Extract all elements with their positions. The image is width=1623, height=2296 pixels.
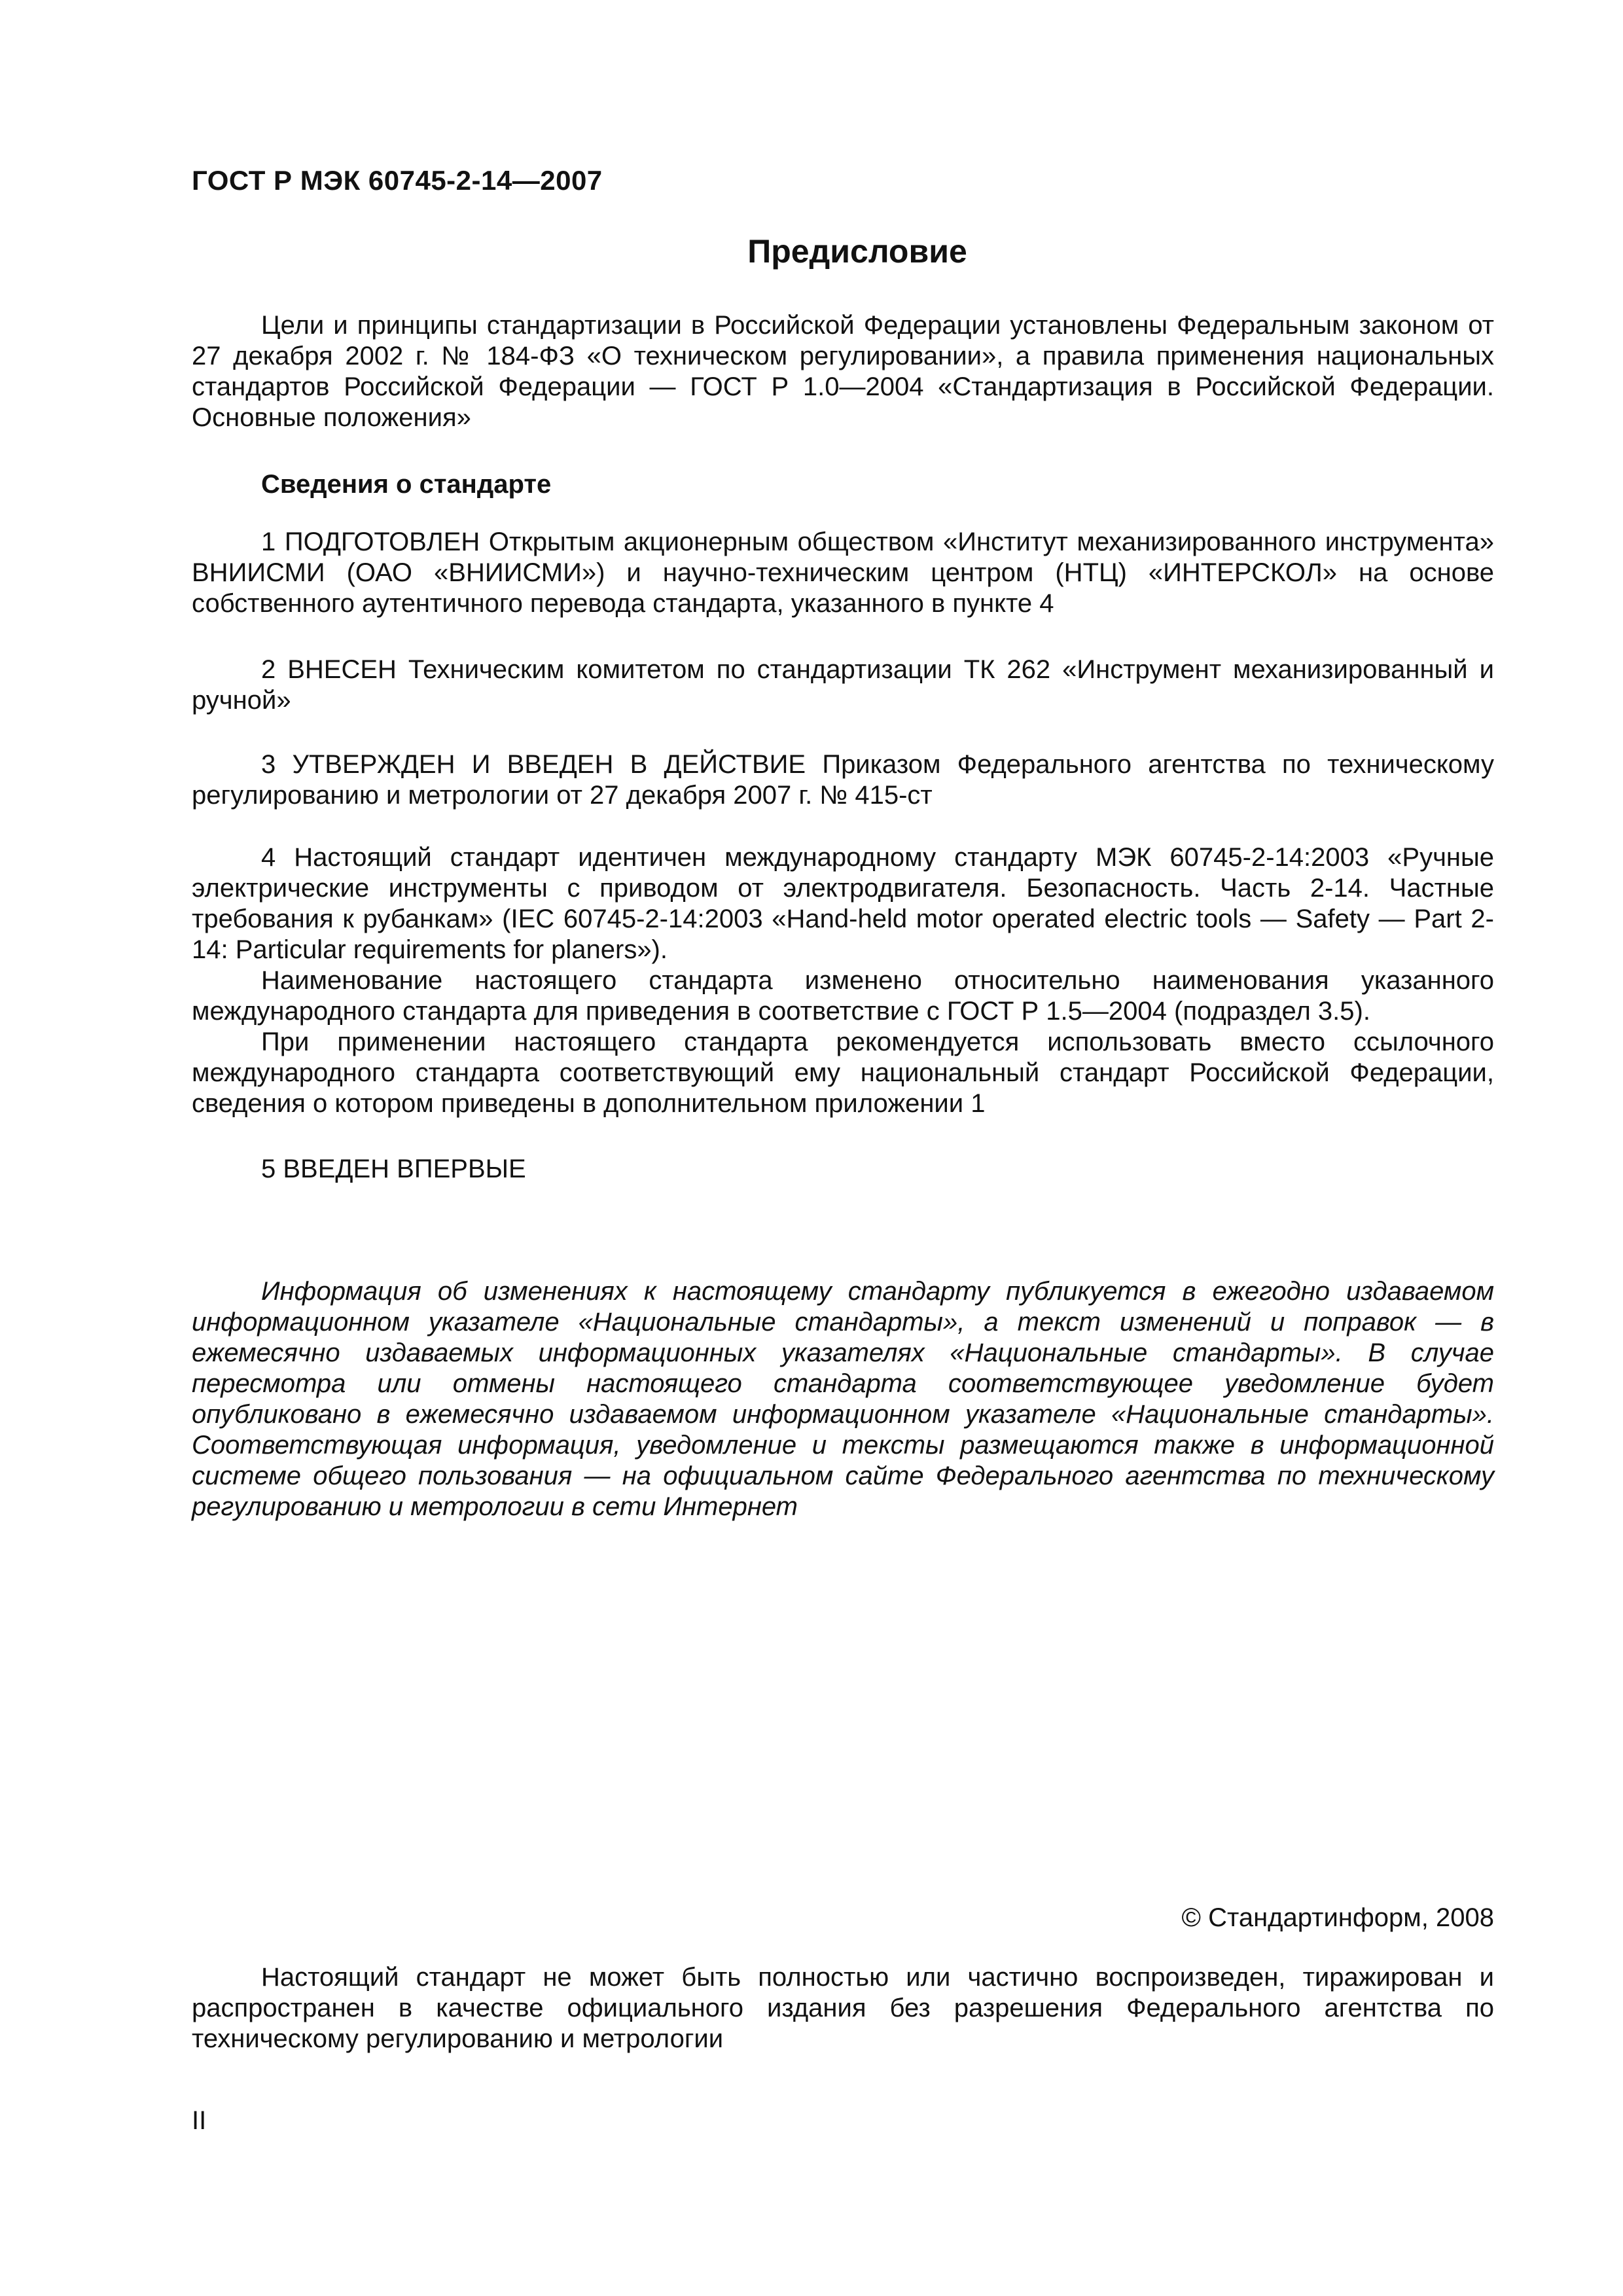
- item-5-paragraph: 5 ВВЕДЕН ВПЕРВЫЕ: [261, 1155, 526, 1183]
- info-block: [192, 1276, 1494, 1522]
- item-4-block: [192, 842, 1494, 1119]
- item-4-paragraph-3: При применении настоящего стандарта рекомендуется использовать вместо ссылочного международного стандарта соответствующий ему национальный стандарт Российской Федерации, сведения о котором приведены в дополнительном приложении 1: [192, 1028, 1494, 1118]
- notice-block: [192, 1962, 1494, 2054]
- item-2-paragraph: 2 ВНЕСЕН Техническим комитетом по стандартизации ТК 262 «Инструмент механизированный и ручной»: [192, 655, 1494, 715]
- notice-paragraph: Настоящий стандарт не может быть полностью или частично воспроизведен, тиражирован и распространен в качестве официального издания без разрешения Федерального агентства по техническому регулированию и метрологии: [192, 1963, 1494, 2053]
- item-2-block: [192, 655, 1494, 716]
- item-3-paragraph: 3 УТВЕРЖДЕН И ВВЕДЕН В ДЕЙСТВИЕ Приказом Федерального агентства по техническому регулированию и метрологии от 27 декабря 2007 г. № 415-ст: [192, 750, 1494, 810]
- intro-paragraph: Цели и принципы стандартизации в Российской Федерации установлены Федеральным законом от 27 декабря 2002 г. № 184-ФЗ «О техническом регулировании», а правила применения национальных стандартов Российской Федерации — ГОСТ Р 1.0—2004 «Стандартизация в Российской Федерации. Основные положения»: [192, 311, 1494, 432]
- section-heading: Сведения о стандарте: [261, 470, 552, 499]
- item-4-paragraph-1: 4 Настоящий стандарт идентичен международному стандарту МЭК 60745-2-14:2003 «Ручные электрические инструменты с приводом от электродвигателя. Безопасность. Часть 2-14. Частные требования к рубанкам» (IEC 60745-2-14:2003 «Hand-held motor operated electric tools — Safety — Part 2-14: Particular requirements for planers»).: [192, 843, 1494, 964]
- copyright-line: © Стандартинформ, 2008: [1181, 1903, 1494, 1932]
- intro-block: [192, 310, 1494, 433]
- page-number: II: [192, 2106, 207, 2135]
- item-5-block: [192, 1154, 1494, 1185]
- item-1-block: [192, 527, 1494, 619]
- info-paragraph: Информация об изменениях к настоящему стандарту публикуется в ежегодно издаваемом информационном указателе «Национальные стандарты», а текст изменений и поправок — в ежемесячно издаваемых информационных указателях «Национальные стандарты». В случае пересмотра или отмены настоящего стандарта соответствующее уведомление будет опубликовано в ежемесячно издаваемом информационном указателе «Национальные стандарты». Соответствующая информация, уведомление и тексты размещаются также в информационной системе общего пользования — на официальном сайте Федерального агентства по техническому регулированию и метрологии в сети Интернет: [192, 1277, 1494, 1521]
- document-header: ГОСТ Р МЭК 60745-2-14—2007: [192, 165, 603, 196]
- page-title: Предисловие: [747, 233, 967, 270]
- item-1-paragraph: 1 ПОДГОТОВЛЕН Открытым акционерным обществом «Институт механизированного инструмента» ВНИИСМИ (ОАО «ВНИИСМИ») и научно-техническим центром (НТЦ) «ИНТЕРСКОЛ» на основе собственного аутентичного перевода стандарта, указанного в пункте 4: [192, 528, 1494, 618]
- item-4-paragraph-2: Наименование настоящего стандарта изменено относительно наименования указанного международного стандарта для приведения в соответствие с ГОСТ Р 1.5—2004 (подраздел 3.5).: [192, 966, 1494, 1026]
- item-3-block: [192, 749, 1494, 811]
